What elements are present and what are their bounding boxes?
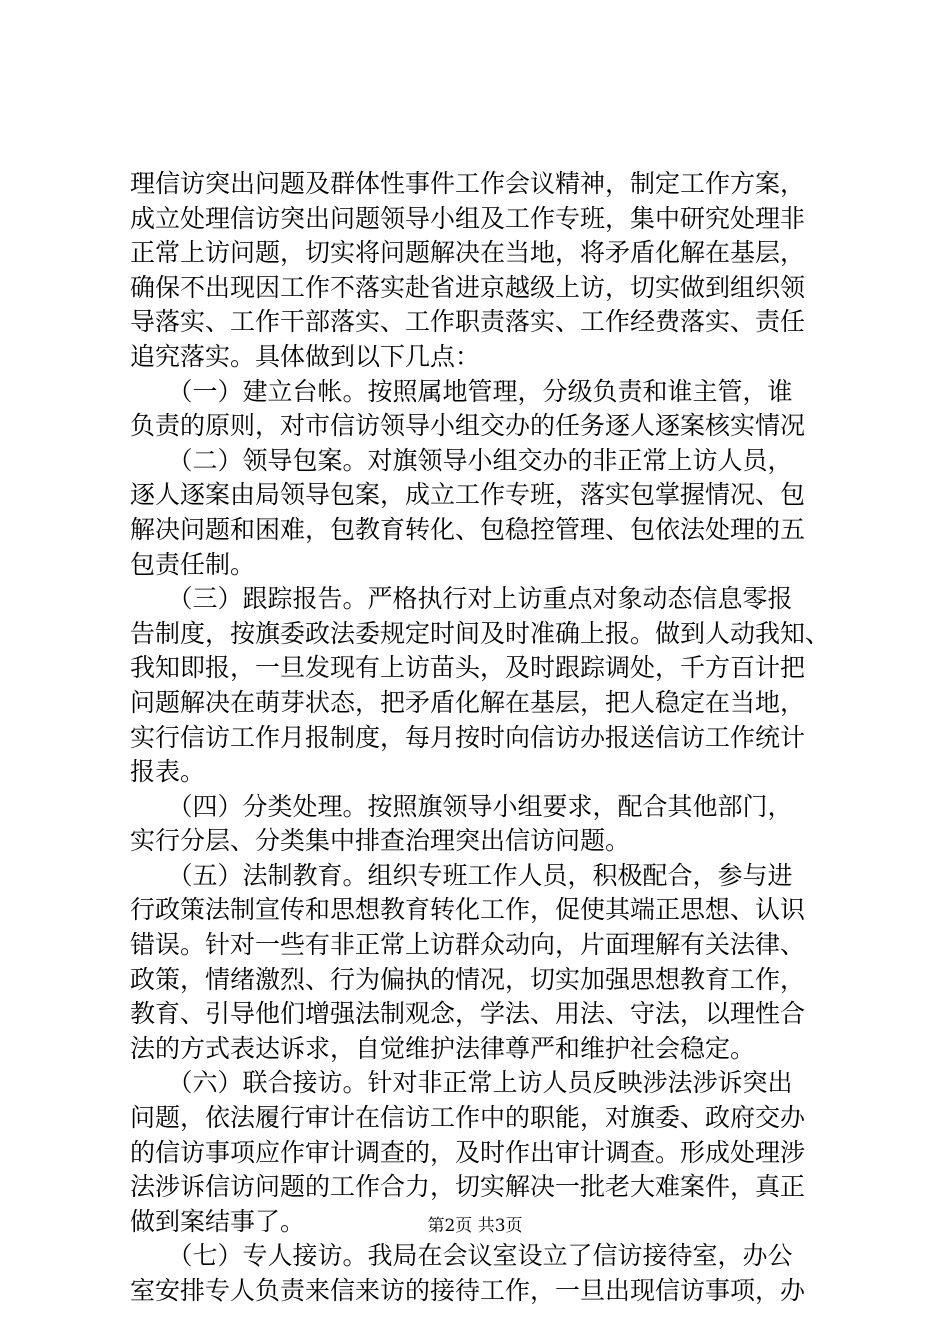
text-line: （二）领导包案。对旗领导小组交办的非正常上访人员，	[130, 445, 793, 475]
text-line: 错误。针对一些有非正常上访群众动向，片面理解有关法律、	[130, 930, 806, 960]
text-line: 行政策法制宣传和思想教育转化工作，促使其端正思想、认识	[130, 895, 806, 925]
text-line: 实行分层、分类集中排查治理突出信访问题。	[130, 826, 631, 856]
text-line: （一）建立台帐。按照属地管理，分级负责和谁主管，谁	[130, 376, 793, 406]
text-line: 法的方式表达诉求，自觉维护法律尊严和维护社会稳定。	[130, 1033, 756, 1063]
text-line: 问题解决在萌芽状态，把矛盾化解在基层，把人稳定在当地，	[130, 687, 806, 717]
text-line: 政策，情绪激烈、行为偏执的情况，切实加强思想教育工作，	[130, 964, 806, 994]
text-line: 法涉诉信访问题的工作合力，切实解决一批老大难案件，真正	[130, 1172, 806, 1202]
text-line: 我知即报，一旦发现有上访苗头，及时跟踪调处，千方百计把	[130, 653, 806, 683]
text-line: 的信访事项应作审计调查的，及时作出审计调查。形成处理涉	[130, 1137, 806, 1167]
text-line: 包责任制。	[130, 549, 256, 579]
text-line: 负责的原则，对市信访领导小组交办的任务逐人逐案核实情况	[130, 411, 806, 441]
text-line: 理信访突出问题及群体性事件工作会议精神，制定工作方案，	[130, 169, 806, 198]
text-line: （五）法制教育。组织专班工作人员，积极配合，参与进	[130, 860, 793, 890]
text-line: 解决问题和困难，包教育转化、包稳控管理、包依法处理的五	[130, 514, 806, 544]
text-line: 确保不出现因工作不落实赴省进京越级上访，切实做到组织领	[130, 272, 806, 302]
text-line: （七）专人接访。我局在会议室设立了信访接待室，办公	[130, 1241, 793, 1271]
text-line: 告制度，按旗委政法委规定时间及时准确上报。做到人动我知、	[130, 618, 831, 648]
text-line: 教育、引导他们增强法制观念，学法、用法、守法，以理性合	[130, 999, 806, 1029]
text-line: （三）跟踪报告。严格执行对上访重点对象动态信息零报	[130, 584, 793, 614]
text-line: 逐人逐案由局领导包案，成立工作专班，落实包掌握情况、包	[130, 480, 806, 510]
text-line: （六）联合接访。针对非正常上访人员反映涉法涉诉突出	[130, 1068, 793, 1098]
text-line: 正常上访问题，切实将问题解决在当地，将矛盾化解在基层，	[130, 238, 806, 268]
text-line: 问题，依法履行审计在信访工作中的职能，对旗委、政府交办	[130, 1103, 806, 1133]
text-line: 追究落实。具体做到以下几点：	[130, 341, 481, 371]
page-footer: 第2页 共3页	[427, 1216, 523, 1236]
text-line: 实行信访工作月报制度，每月按时向信访办报送信访工作统计	[130, 722, 806, 752]
text-line: 导落实、工作干部落实、工作职责落实、工作经费落实、责任	[130, 307, 806, 337]
body-text	[130, 167, 830, 1309]
text-line: （四）分类处理。按照旗领导小组要求，配合其他部门，	[130, 791, 793, 821]
text-line: 成立处理信访突出问题领导小组及工作专班，集中研究处理非	[130, 203, 806, 233]
text-line: 报表。	[130, 757, 206, 787]
text-line: 室安排专人负责来信来访的接待工作，一旦出现信访事项，办	[130, 1276, 806, 1305]
text-line: 做到案结事了。	[130, 1206, 306, 1236]
